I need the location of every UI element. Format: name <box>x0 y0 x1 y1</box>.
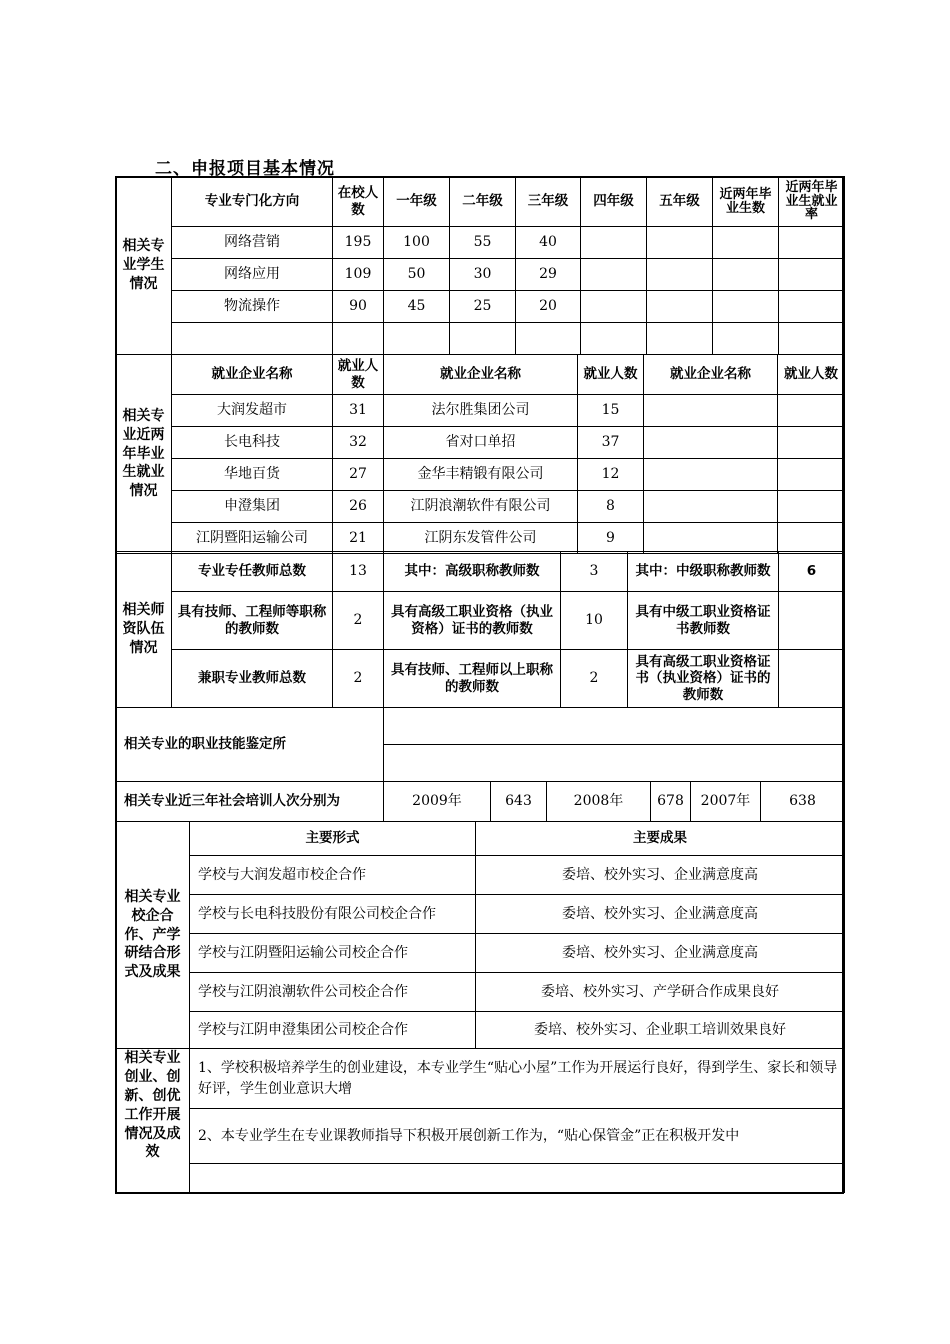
col-header-grade4: 四年级 <box>581 177 647 227</box>
senior-cert-label: 具有高级工职业资格（执业资格）证书的教师数 <box>384 592 561 650</box>
employee-count: 31 <box>333 395 384 427</box>
teachers-side-label: 相关师资队伍情况 <box>116 552 172 708</box>
table-row <box>116 427 845 459</box>
table-row <box>116 895 845 934</box>
company-name: 江阴浪潮软件有限公司 <box>384 491 578 523</box>
company-name: 华地百货 <box>172 459 333 491</box>
table-row <box>116 323 845 355</box>
innovation-item: 1、学校积极培养学生的创业建设，本专业学生“贴心小屋”工作为开展运行良好，得到学生、家长和领导好评，学生创业意识大增 <box>190 1049 845 1109</box>
grade3-count: 40 <box>516 227 581 259</box>
senior-title-value: 3 <box>561 552 628 592</box>
grade1-count: 45 <box>384 291 450 323</box>
cooperation-result: 委培、校外实习、企业职工培训效果良好 <box>476 1012 845 1049</box>
enrolled-count: 90 <box>333 291 384 323</box>
technician-teachers-label: 具有技师、工程师等职称的教师数 <box>172 592 333 650</box>
col-header-grade5: 五年级 <box>647 177 713 227</box>
company-name: 江阴东发管件公司 <box>384 523 578 554</box>
appraisal-value-2 <box>384 745 845 782</box>
employment-side-label: 相关专业近两年毕业生就业情况 <box>116 355 172 554</box>
enrolled-count: 195 <box>333 227 384 259</box>
col-header-graduates: 近两年毕业生数 <box>713 177 779 227</box>
direction-name: 物流操作 <box>172 291 333 323</box>
table-row <box>116 491 845 523</box>
innovation-table <box>115 1048 845 1193</box>
company-name: 法尔胜集团公司 <box>384 395 578 427</box>
innovation-item-empty <box>190 1164 845 1193</box>
col-header-employment-rate: 近两年毕业生就业率 <box>779 177 845 227</box>
grade2-count: 30 <box>450 259 516 291</box>
cooperation-result: 委培、校外实习、产学研合作成果良好 <box>476 973 845 1012</box>
col-header-form: 主要形式 <box>190 822 476 856</box>
direction-name: 网络营销 <box>172 227 333 259</box>
grade2-count: 25 <box>450 291 516 323</box>
senior-title-label: 其中：高级职称教师数 <box>384 552 561 592</box>
cooperation-form: 学校与大润发超市校企合作 <box>190 856 476 895</box>
training-count: 638 <box>761 782 845 822</box>
employee-count: 27 <box>333 459 384 491</box>
company-name: 省对口单招 <box>384 427 578 459</box>
engineer-title-value: 2 <box>561 650 628 708</box>
cooperation-result: 委培、校外实习、企业满意度高 <box>476 856 845 895</box>
students-table <box>115 176 845 355</box>
cooperation-side-label: 相关专业校企合作、产学研结合形式及成果 <box>116 822 190 1049</box>
table-row <box>116 395 845 427</box>
employee-count: 15 <box>578 395 644 427</box>
employee-count: 37 <box>578 427 644 459</box>
middle-title-label: 其中：中级职称教师数 <box>628 552 779 592</box>
col-header-count: 就业人数 <box>333 355 384 395</box>
appraisal-value-1 <box>384 708 845 745</box>
col-header-result: 主要成果 <box>476 822 845 856</box>
students-side-label: 相关专业学生情况 <box>116 177 172 355</box>
teachers-table <box>115 551 845 708</box>
col-header-company: 就业企业名称 <box>644 355 778 395</box>
training-label: 相关专业近三年社会培训人次分别为 <box>116 782 384 822</box>
employee-count: 12 <box>578 459 644 491</box>
parttime-teachers-label: 兼职专业教师总数 <box>172 650 333 708</box>
table-row <box>116 459 845 491</box>
training-year: 2009年 <box>384 782 491 822</box>
cooperation-form: 学校与江阴暨阳运输公司校企合作 <box>190 934 476 973</box>
middle-cert-value <box>779 592 845 650</box>
col-header-count: 就业人数 <box>578 355 644 395</box>
cooperation-result: 委培、校外实习、企业满意度高 <box>476 895 845 934</box>
direction-name: 网络应用 <box>172 259 333 291</box>
grade3-count: 20 <box>516 291 581 323</box>
middle-cert-label: 具有中级工职业资格证书教师数 <box>628 592 779 650</box>
engineer-title-label: 具有技师、工程师以上职称的教师数 <box>384 650 561 708</box>
company-name: 大润发超市 <box>172 395 333 427</box>
table-row <box>116 1012 845 1049</box>
fulltime-teachers-value: 13 <box>333 552 384 592</box>
col-header-direction: 专业专门化方向 <box>172 177 333 227</box>
training-count: 643 <box>491 782 547 822</box>
employee-count: 32 <box>333 427 384 459</box>
col-header-enrolled: 在校人数 <box>333 177 384 227</box>
employee-count: 9 <box>578 523 644 554</box>
technician-teachers-value: 2 <box>333 592 384 650</box>
parttime-teachers-value: 2 <box>333 650 384 708</box>
employee-count: 26 <box>333 491 384 523</box>
training-count: 678 <box>651 782 691 822</box>
grade1-count: 50 <box>384 259 450 291</box>
senior-cert-teachers-value <box>779 650 845 708</box>
col-header-grade2: 二年级 <box>450 177 516 227</box>
grade3-count: 29 <box>516 259 581 291</box>
cooperation-form: 学校与江阴浪潮软件公司校企合作 <box>190 973 476 1012</box>
employee-count: 8 <box>578 491 644 523</box>
cooperation-form: 学校与江阴申澄集团公司校企合作 <box>190 1012 476 1049</box>
company-name: 长电科技 <box>172 427 333 459</box>
cooperation-result: 委培、校外实习、企业满意度高 <box>476 934 845 973</box>
employee-count: 21 <box>333 523 384 554</box>
col-header-grade3: 三年级 <box>516 177 581 227</box>
cooperation-table <box>115 821 845 1049</box>
appraisal-training-table <box>115 707 845 822</box>
grade1-count: 100 <box>384 227 450 259</box>
company-name: 金华丰精锻有限公司 <box>384 459 578 491</box>
table-row <box>116 934 845 973</box>
col-header-company: 就业企业名称 <box>172 355 333 395</box>
middle-title-value: 6 <box>779 552 845 592</box>
appraisal-label: 相关专业的职业技能鉴定所 <box>116 708 384 782</box>
company-name: 江阴暨阳运输公司 <box>172 523 333 554</box>
table-row <box>116 227 845 259</box>
employment-table <box>115 354 845 554</box>
innovation-item: 2、本专业学生在专业课教师指导下积极开展创新工作为，“贴心保管金”正在积极开发中 <box>190 1109 845 1164</box>
table-row <box>116 523 845 554</box>
cooperation-form: 学校与长电科技股份有限公司校企合作 <box>190 895 476 934</box>
fulltime-teachers-label: 专业专任教师总数 <box>172 552 333 592</box>
company-name: 申澄集团 <box>172 491 333 523</box>
training-year: 2008年 <box>547 782 651 822</box>
table-row <box>116 259 845 291</box>
table-row <box>116 973 845 1012</box>
table-row <box>116 856 845 895</box>
col-header-grade1: 一年级 <box>384 177 450 227</box>
table-row <box>116 291 845 323</box>
section-title: 二、申报项目基本情况 <box>155 159 335 179</box>
training-year: 2007年 <box>691 782 761 822</box>
enrolled-count: 109 <box>333 259 384 291</box>
senior-cert-teachers-label: 具有高级工职业资格证书（执业资格）证书的教师数 <box>628 650 779 708</box>
innovation-side-label: 相关专业创业、创新、创优工作开展情况及成效 <box>116 1049 190 1193</box>
col-header-company: 就业企业名称 <box>384 355 578 395</box>
grade2-count: 55 <box>450 227 516 259</box>
col-header-count: 就业人数 <box>778 355 845 395</box>
senior-cert-value: 10 <box>561 592 628 650</box>
